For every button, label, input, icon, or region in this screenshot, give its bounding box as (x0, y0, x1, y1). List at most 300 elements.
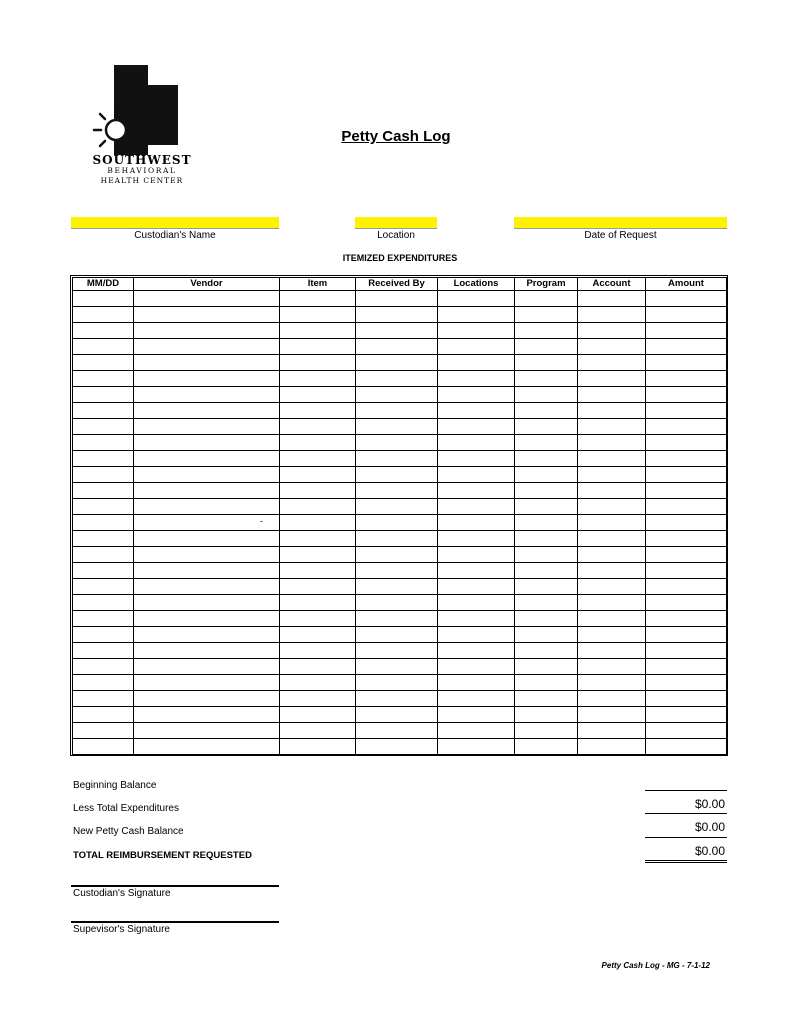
table-row (73, 355, 727, 371)
supervisor-signature-label: Supevisor's Signature (73, 924, 170, 935)
cell-amount[interactable] (646, 323, 727, 339)
cell-account[interactable] (578, 739, 646, 755)
cell-vendor[interactable] (134, 579, 280, 595)
stray-mark: - (260, 516, 263, 526)
custodian-name-field[interactable] (71, 217, 279, 229)
cell-locations[interactable] (438, 291, 515, 307)
cell-account[interactable] (578, 323, 646, 339)
cell-amount[interactable] (646, 531, 727, 547)
organization-logo (82, 55, 202, 190)
cell-mm-dd[interactable] (73, 387, 134, 403)
cell-item[interactable] (280, 499, 356, 515)
cell-vendor[interactable] (134, 355, 280, 371)
cell-mm-dd[interactable] (73, 531, 134, 547)
cell-amount[interactable] (646, 435, 727, 451)
table-row (73, 707, 727, 723)
table-row (73, 339, 727, 355)
table-row (73, 547, 727, 563)
location-field[interactable] (355, 217, 437, 229)
table-row (73, 483, 727, 499)
cell-program[interactable] (515, 355, 578, 371)
cell-item[interactable] (280, 707, 356, 723)
cell-locations[interactable] (438, 579, 515, 595)
cell-mm-dd[interactable] (73, 467, 134, 483)
cell-account[interactable] (578, 547, 646, 563)
cell-locations[interactable] (438, 659, 515, 675)
cell-locations[interactable] (438, 339, 515, 355)
cell-amount[interactable] (646, 467, 727, 483)
building-icon (148, 85, 178, 145)
column-header-item: Item (280, 278, 356, 291)
cell-locations[interactable] (438, 691, 515, 707)
cell-program[interactable] (515, 467, 578, 483)
cell-vendor[interactable] (134, 691, 280, 707)
cell-received-by[interactable] (356, 307, 438, 323)
cell-account[interactable] (578, 483, 646, 499)
cell-item[interactable] (280, 419, 356, 435)
cell-item[interactable] (280, 339, 356, 355)
table-row (73, 531, 727, 547)
cell-vendor[interactable] (134, 547, 280, 563)
cell-mm-dd[interactable] (73, 643, 134, 659)
cell-amount[interactable] (646, 723, 727, 739)
cell-received-by[interactable] (356, 627, 438, 643)
table-row (73, 579, 727, 595)
cell-mm-dd[interactable] (73, 403, 134, 419)
cell-item[interactable] (280, 547, 356, 563)
less-total-value: $0.00 (694, 797, 725, 811)
table-row (73, 659, 727, 675)
supervisor-signature-field[interactable] (71, 921, 279, 923)
cell-mm-dd[interactable] (73, 291, 134, 307)
cell-mm-dd[interactable] (73, 691, 134, 707)
new-balance-label: New Petty Cash Balance (73, 826, 184, 837)
table-row (73, 627, 727, 643)
column-header-date: MM/DD (73, 278, 134, 291)
cell-account[interactable] (578, 371, 646, 387)
cell-account[interactable] (578, 499, 646, 515)
cell-account[interactable] (578, 451, 646, 467)
cell-amount[interactable] (646, 371, 727, 387)
cell-account[interactable] (578, 307, 646, 323)
table-row (73, 403, 727, 419)
cell-item[interactable] (280, 691, 356, 707)
table-row (73, 675, 727, 691)
column-header-vendor: Vendor (134, 278, 280, 291)
cell-account[interactable] (578, 659, 646, 675)
cell-item[interactable] (280, 355, 356, 371)
cell-item[interactable] (280, 579, 356, 595)
cell-program[interactable] (515, 691, 578, 707)
cell-amount[interactable] (646, 403, 727, 419)
cell-account[interactable] (578, 691, 646, 707)
cell-item[interactable] (280, 659, 356, 675)
total-double-underline (645, 860, 727, 863)
cell-mm-dd[interactable] (73, 307, 134, 323)
column-header-program: Program (515, 278, 578, 291)
cell-item[interactable] (280, 595, 356, 611)
table-row (73, 515, 727, 531)
cell-account[interactable] (578, 515, 646, 531)
cell-account[interactable] (578, 675, 646, 691)
logo-text-line3: HEALTH CENTER (100, 176, 184, 185)
cell-program[interactable] (515, 403, 578, 419)
cell-account[interactable] (578, 339, 646, 355)
cell-vendor[interactable] (134, 499, 280, 515)
custodian-name-label: Custodian's Name (134, 230, 216, 241)
section-title: ITEMIZED EXPENDITURES (342, 253, 458, 263)
cell-vendor[interactable] (134, 483, 280, 499)
cell-locations[interactable] (438, 467, 515, 483)
cell-vendor[interactable] (134, 291, 280, 307)
cell-amount[interactable] (646, 563, 727, 579)
cell-received-by[interactable] (356, 387, 438, 403)
total-reimbursement-value: $0.00 (694, 844, 725, 858)
logo-text-line1: SOUTHWEST (92, 153, 192, 167)
cell-vendor[interactable] (134, 643, 280, 659)
cell-locations[interactable] (438, 643, 515, 659)
less-total-label: Less Total Expenditures (73, 803, 179, 814)
cell-received-by[interactable] (356, 323, 438, 339)
date-of-request-label: Date of Request (584, 230, 657, 241)
cell-vendor[interactable] (134, 595, 280, 611)
cell-received-by[interactable] (356, 547, 438, 563)
table-row (73, 739, 727, 755)
cell-locations[interactable] (438, 515, 515, 531)
cell-program[interactable] (515, 483, 578, 499)
cell-mm-dd[interactable] (73, 515, 134, 531)
cell-item[interactable] (280, 483, 356, 499)
cell-program[interactable] (515, 307, 578, 323)
cell-locations[interactable] (438, 483, 515, 499)
cell-program[interactable] (515, 643, 578, 659)
cell-locations[interactable] (438, 435, 515, 451)
cell-program[interactable] (515, 611, 578, 627)
date-of-request-field[interactable] (514, 217, 727, 229)
cell-vendor[interactable] (134, 403, 280, 419)
cell-program[interactable] (515, 531, 578, 547)
cell-amount[interactable] (646, 387, 727, 403)
table-row (73, 467, 727, 483)
cell-program[interactable] (515, 707, 578, 723)
cell-program[interactable] (515, 387, 578, 403)
cell-vendor[interactable] (134, 659, 280, 675)
cell-locations[interactable] (438, 419, 515, 435)
cell-locations[interactable] (438, 403, 515, 419)
table-row (73, 307, 727, 323)
table-row (73, 435, 727, 451)
cell-amount[interactable] (646, 515, 727, 531)
cell-item[interactable] (280, 467, 356, 483)
cell-locations[interactable] (438, 371, 515, 387)
cell-account[interactable] (578, 419, 646, 435)
cell-received-by[interactable] (356, 355, 438, 371)
cell-item[interactable] (280, 739, 356, 755)
cell-locations[interactable] (438, 627, 515, 643)
cell-mm-dd[interactable] (73, 451, 134, 467)
cell-locations[interactable] (438, 307, 515, 323)
cell-vendor[interactable] (134, 435, 280, 451)
cell-vendor[interactable] (134, 723, 280, 739)
cell-program[interactable] (515, 675, 578, 691)
beginning-balance-label: Beginning Balance (73, 780, 157, 791)
cell-vendor[interactable] (134, 307, 280, 323)
cell-amount[interactable] (646, 355, 727, 371)
location-label: Location (377, 230, 415, 241)
cell-item[interactable] (280, 515, 356, 531)
table-row (73, 419, 727, 435)
cell-mm-dd[interactable] (73, 419, 134, 435)
cell-amount[interactable] (646, 691, 727, 707)
cell-amount[interactable] (646, 291, 727, 307)
column-header-account: Account (578, 278, 646, 291)
cell-received-by[interactable] (356, 739, 438, 755)
page-title: Petty Cash Log (341, 128, 451, 145)
cell-program[interactable] (515, 291, 578, 307)
cell-vendor[interactable] (134, 563, 280, 579)
cell-amount[interactable] (646, 595, 727, 611)
cell-account[interactable] (578, 387, 646, 403)
logo-text-line2: BEHAVIORAL (107, 166, 177, 175)
cell-program[interactable] (515, 451, 578, 467)
cell-vendor[interactable] (134, 467, 280, 483)
cell-locations[interactable] (438, 451, 515, 467)
cell-locations[interactable] (438, 739, 515, 755)
cell-locations[interactable] (438, 323, 515, 339)
cell-locations[interactable] (438, 723, 515, 739)
cell-program[interactable] (515, 595, 578, 611)
cell-program[interactable] (515, 499, 578, 515)
cell-mm-dd[interactable] (73, 547, 134, 563)
cell-received-by[interactable] (356, 339, 438, 355)
cell-received-by[interactable] (356, 403, 438, 419)
cell-mm-dd[interactable] (73, 675, 134, 691)
new-balance-underline (645, 837, 727, 838)
cell-locations[interactable] (438, 531, 515, 547)
cell-mm-dd[interactable] (73, 579, 134, 595)
cell-amount[interactable] (646, 675, 727, 691)
cell-vendor[interactable] (134, 739, 280, 755)
cell-item[interactable] (280, 627, 356, 643)
cell-received-by[interactable] (356, 419, 438, 435)
cell-amount[interactable] (646, 627, 727, 643)
cell-locations[interactable] (438, 611, 515, 627)
table-row (73, 691, 727, 707)
table-row (73, 723, 727, 739)
cell-program[interactable] (515, 563, 578, 579)
cell-program[interactable] (515, 339, 578, 355)
cell-program[interactable] (515, 323, 578, 339)
cell-item[interactable] (280, 723, 356, 739)
table-row (73, 611, 727, 627)
cell-mm-dd[interactable] (73, 323, 134, 339)
cell-item[interactable] (280, 531, 356, 547)
cell-mm-dd[interactable] (73, 371, 134, 387)
cell-item[interactable] (280, 435, 356, 451)
cell-received-by[interactable] (356, 451, 438, 467)
cell-account[interactable] (578, 579, 646, 595)
cell-vendor[interactable] (134, 371, 280, 387)
cell-received-by[interactable] (356, 467, 438, 483)
cell-mm-dd[interactable] (73, 707, 134, 723)
cell-amount[interactable] (646, 739, 727, 755)
cell-mm-dd[interactable] (73, 627, 134, 643)
cell-amount[interactable] (646, 499, 727, 515)
cell-locations[interactable] (438, 707, 515, 723)
table-row (73, 643, 727, 659)
cell-received-by[interactable] (356, 291, 438, 307)
cell-program[interactable] (515, 739, 578, 755)
cell-amount[interactable] (646, 707, 727, 723)
cell-received-by[interactable] (356, 531, 438, 547)
table-row (73, 563, 727, 579)
custodian-signature-label: Custodian's Signature (73, 888, 171, 899)
cell-item[interactable] (280, 371, 356, 387)
cell-account[interactable] (578, 467, 646, 483)
cell-program[interactable] (515, 579, 578, 595)
cell-amount[interactable] (646, 483, 727, 499)
cell-amount[interactable] (646, 643, 727, 659)
cell-program[interactable] (515, 435, 578, 451)
cell-account[interactable] (578, 611, 646, 627)
cell-amount[interactable] (646, 451, 727, 467)
cell-account[interactable] (578, 643, 646, 659)
cell-received-by[interactable] (356, 691, 438, 707)
cell-mm-dd[interactable] (73, 355, 134, 371)
cell-item[interactable] (280, 323, 356, 339)
new-balance-value: $0.00 (694, 820, 725, 834)
table-row (73, 451, 727, 467)
cell-received-by[interactable] (356, 723, 438, 739)
cell-received-by[interactable] (356, 435, 438, 451)
cell-program[interactable] (515, 419, 578, 435)
cell-program[interactable] (515, 547, 578, 563)
cell-program[interactable] (515, 627, 578, 643)
table-row (73, 499, 727, 515)
cell-account[interactable] (578, 291, 646, 307)
cell-vendor[interactable] (134, 531, 280, 547)
cell-item[interactable] (280, 643, 356, 659)
cell-amount[interactable] (646, 547, 727, 563)
cell-received-by[interactable] (356, 611, 438, 627)
cell-locations[interactable] (438, 355, 515, 371)
cell-vendor[interactable] (134, 515, 280, 531)
cell-item[interactable] (280, 563, 356, 579)
cell-item[interactable] (280, 611, 356, 627)
cell-vendor[interactable] (134, 323, 280, 339)
cell-locations[interactable] (438, 547, 515, 563)
total-reimbursement-label: TOTAL REIMBURSEMENT REQUESTED (73, 850, 252, 861)
cell-amount[interactable] (646, 307, 727, 323)
cell-vendor[interactable] (134, 451, 280, 467)
cell-locations[interactable] (438, 595, 515, 611)
cell-amount[interactable] (646, 611, 727, 627)
cell-mm-dd[interactable] (73, 499, 134, 515)
cell-account[interactable] (578, 627, 646, 643)
table-row (73, 371, 727, 387)
cell-mm-dd[interactable] (73, 339, 134, 355)
cell-vendor[interactable] (134, 419, 280, 435)
cell-item[interactable] (280, 403, 356, 419)
cell-amount[interactable] (646, 339, 727, 355)
cell-mm-dd[interactable] (73, 659, 134, 675)
cell-locations[interactable] (438, 387, 515, 403)
cell-received-by[interactable] (356, 707, 438, 723)
cell-received-by[interactable] (356, 371, 438, 387)
cell-amount[interactable] (646, 579, 727, 595)
cell-received-by[interactable] (356, 659, 438, 675)
footer-note: Petty Cash Log - MG - 7-1-12 (601, 961, 710, 970)
cell-account[interactable] (578, 707, 646, 723)
custodian-signature-field[interactable] (71, 885, 279, 887)
cell-account[interactable] (578, 531, 646, 547)
cell-account[interactable] (578, 595, 646, 611)
cell-received-by[interactable] (356, 515, 438, 531)
cell-received-by[interactable] (356, 483, 438, 499)
cell-mm-dd[interactable] (73, 595, 134, 611)
cell-locations[interactable] (438, 563, 515, 579)
cell-vendor[interactable] (134, 675, 280, 691)
column-header-received-by: Received By (356, 278, 438, 291)
cell-item[interactable] (280, 387, 356, 403)
cell-account[interactable] (578, 563, 646, 579)
cell-mm-dd[interactable] (73, 563, 134, 579)
cell-program[interactable] (515, 371, 578, 387)
cell-received-by[interactable] (356, 563, 438, 579)
cell-received-by[interactable] (356, 499, 438, 515)
cell-received-by[interactable] (356, 579, 438, 595)
expenditures-table (70, 275, 728, 756)
cell-item[interactable] (280, 307, 356, 323)
cell-item[interactable] (280, 291, 356, 307)
cell-received-by[interactable] (356, 675, 438, 691)
cell-vendor[interactable] (134, 611, 280, 627)
cell-mm-dd[interactable] (73, 739, 134, 755)
cell-vendor[interactable] (134, 387, 280, 403)
cell-mm-dd[interactable] (73, 435, 134, 451)
cell-vendor[interactable] (134, 707, 280, 723)
cell-mm-dd[interactable] (73, 483, 134, 499)
cell-amount[interactable] (646, 419, 727, 435)
cell-mm-dd[interactable] (73, 723, 134, 739)
sun-icon (90, 105, 142, 155)
cell-item[interactable] (280, 675, 356, 691)
cell-account[interactable] (578, 355, 646, 371)
cell-program[interactable] (515, 723, 578, 739)
cell-program[interactable] (515, 515, 578, 531)
cell-amount[interactable] (646, 659, 727, 675)
cell-item[interactable] (280, 451, 356, 467)
less-total-underline (645, 813, 727, 814)
column-header-locations: Locations (438, 278, 515, 291)
cell-locations[interactable] (438, 499, 515, 515)
cell-vendor[interactable] (134, 339, 280, 355)
cell-account[interactable] (578, 403, 646, 419)
cell-received-by[interactable] (356, 643, 438, 659)
table-row (73, 387, 727, 403)
beginning-balance-field[interactable] (645, 790, 727, 791)
cell-received-by[interactable] (356, 595, 438, 611)
cell-account[interactable] (578, 435, 646, 451)
cell-mm-dd[interactable] (73, 611, 134, 627)
table-row (73, 291, 727, 307)
table-row (73, 595, 727, 611)
table-header-row (73, 278, 727, 291)
cell-account[interactable] (578, 723, 646, 739)
cell-vendor[interactable] (134, 627, 280, 643)
cell-locations[interactable] (438, 675, 515, 691)
cell-program[interactable] (515, 659, 578, 675)
